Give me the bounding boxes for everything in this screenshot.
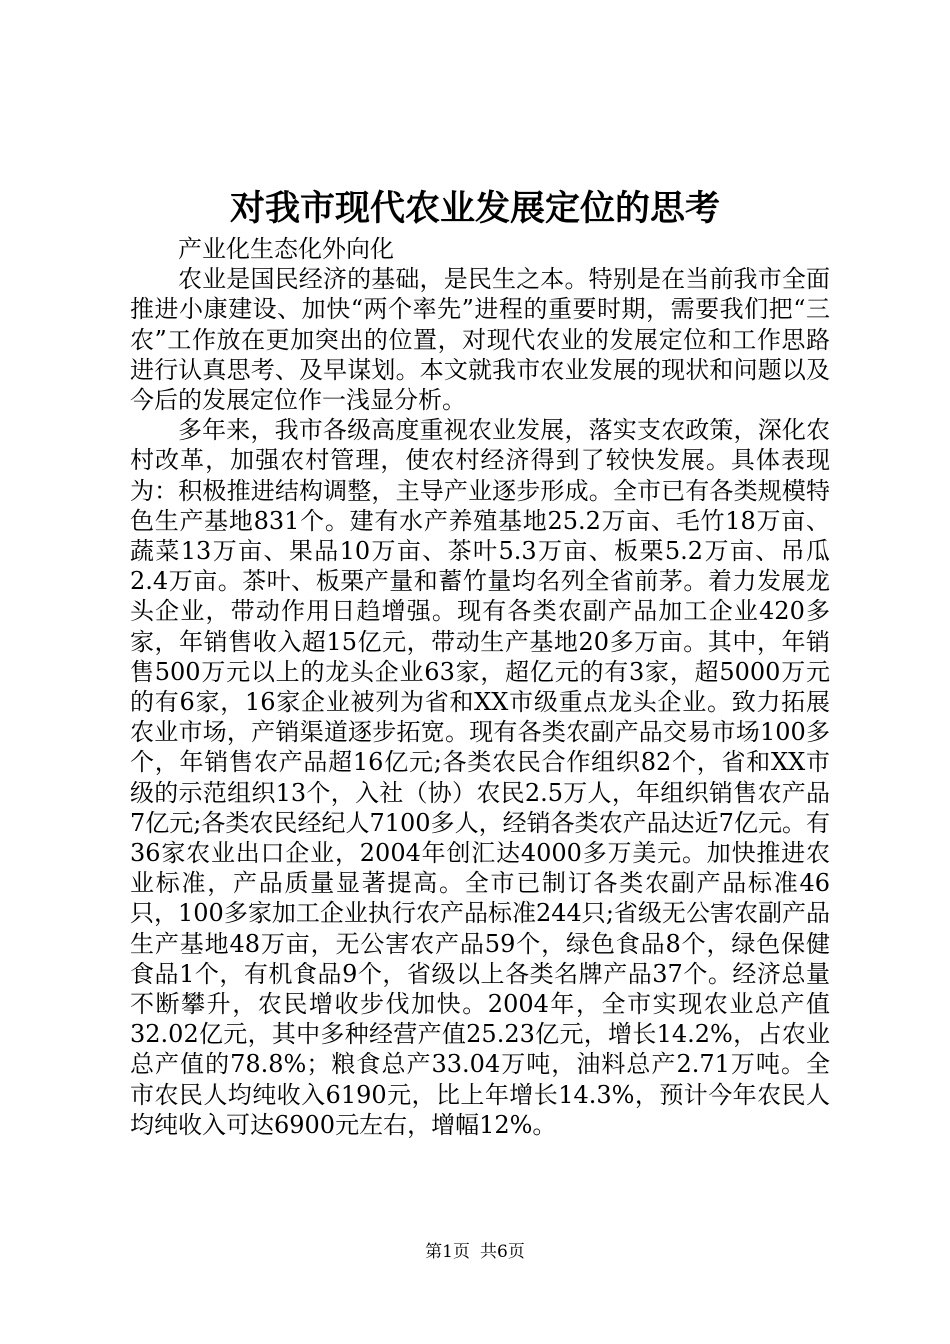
keywords-line: 产业化生态化外向化 xyxy=(178,235,394,263)
document-body xyxy=(130,234,830,1140)
page-number: 第1页 xyxy=(425,1242,470,1262)
page-total: 共6页 xyxy=(480,1242,525,1262)
paragraph-intro: 农业是国民经济的基础，是民生之本。特别是在当前我市全面推进小康建设、加快“两个率先”进程的重要时期，需要我们把“三农”工作放在更加突出的位置，对现代农业的发展定位和工作思路进行认真思考、及早谋划。本文就我市农业发展的现状和问题以及今后的发展定位作一浅显分析。 xyxy=(130,265,830,415)
document-title: 对我市现代农业发展定位的思考 xyxy=(229,188,720,229)
paragraph-status: 多年来，我市各级高度重视农业发展，落实支农政策，深化农村改革，加强农村管理，使农村经济得到了较快发展。具体表现为：积极推进结构调整，主导产业逐步形成。全市已有各类规模特色生产基地831个。建有水产养殖基地25.2万亩、毛竹18万亩、蔬菜13万亩、果品10万亩、茶叶5.3万亩、板栗5.2万亩、吊瓜2.4万亩。茶叶、板栗产量和蓄竹量均名列全省前茅。着力发展龙头企业，带动作用日趋增强。现有各类农副产品加工企业420多家，年销售收入超15亿元，带动生产基地20多万亩。其中，年销售500万元以上的龙头企业63家，超亿元的有3家，超5000万元的有6家，16家企业被列为省和XX市级重点龙头企业。致力拓展农业市场，产销渠道逐步拓宽。现有各类农副产品交易市场100多个，年销售农产品超16亿元;各类农民合作组织82个，省和XX市级的示范组织13个，入社（协）农民2.5万人，年组织销售农产品7亿元;各类农民经纪人7100多人，经销各类农产品达近7亿元。有36家农业出口企业，2004年创汇达4000多万美元。加快推进农业标准，产品质量显著提高。全市已制订各类农副产品标准46只，100多家加工企业执行农产品标准244只;省级无公害农副产品生产基地48万亩，无公害农产品59个，绿色食品8个，绿色保健食品1个，有机食品9个，省级以上各类名牌产品37个。经济总量不断攀升，农民增收步伐加快。2004年，全市实现农业总产值32.02亿元，其中多种经营产值25.23亿元，增长14.2%，占农业总产值的78.8%；粮食总产33.04万吨，油料总产2.71万吨。全市农民人均纯收入6190元，比上年增长14.3%，预计今年农民人均纯收入可达6900元左右，增幅12%。 xyxy=(130,416,830,1139)
page-footer xyxy=(0,1240,950,1264)
